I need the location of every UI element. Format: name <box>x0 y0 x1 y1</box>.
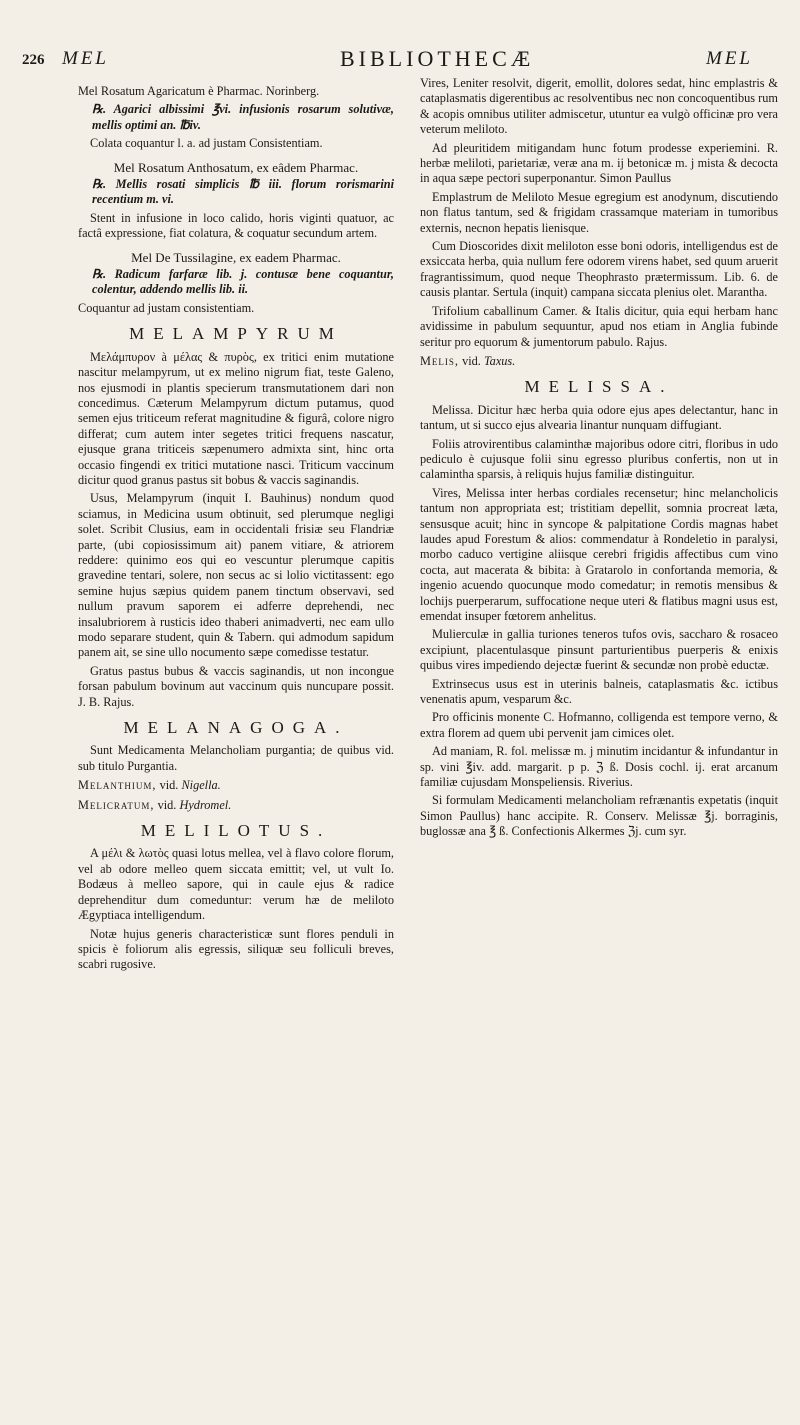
paragraph: Cum Dioscorides dixit meliloton esse boni odoris, intelligendus est de exsiccata herba, quia nullum fere odorem virens habet, sed quum aruerit fragrantissimum, quod neque Theophrasto prætermissum. Lib. 6. de causis plantar. Sertula (inquit) campana siccata plenius olet. Marantha. <box>420 239 778 300</box>
entry-heading-melissa: MELISSA. <box>524 377 674 397</box>
left-column <box>78 84 394 976</box>
running-head-left-word: MEL <box>62 48 109 69</box>
xref-headword: Melanthium, <box>78 778 157 793</box>
page-number: 226 <box>22 52 45 68</box>
recipe-line: ℞. Mellis rosati simplicis ℔ iii. florum rorismarini recentium m. vi. <box>92 177 394 207</box>
xref-headword: Melis, <box>420 353 460 368</box>
paragraph: Mulierculæ in gallia turiones teneros tufos ovis, saccharo & rosaceo excipiunt, placentulasque pinsunt parturientibus puerperis & enixis quibus vires impediendo dejectæ fuerint & secundæ non probè eductæ. <box>420 627 778 673</box>
paragraph: Colata coquantur l. a. ad justam Consistentiam. <box>90 136 323 151</box>
xref-target: Hydromel. <box>179 797 232 812</box>
entry-heading-melilotus: MELILOTUS. <box>140 821 332 841</box>
running-head-right-word: MEL <box>706 48 753 69</box>
paragraph: Stent in infusione in loco calido, horis viginti quatuor, ac factâ expressione, fiat colatura, & coquatur secundum artem. <box>78 210 394 241</box>
xref-headword: Melicratum, <box>78 797 155 812</box>
xref-vid: vid. <box>159 778 179 793</box>
paragraph: Notæ hujus generis characteristicæ sunt flores penduli in spicis è foliorum alis egressis, siliquæ seu folliculi breves, scabri rugosive. <box>78 926 394 972</box>
cross-reference-melis <box>420 354 778 369</box>
paragraph: Gratus pastus bubus & vaccis saginandis, ut non incongue forsan pabulum bovinum aut vaccinum quis nuncupare possit. J. B. Rajus. <box>78 663 394 709</box>
paragraph: Sunt Medicamenta Melancholiam purgantia; de quibus vid. sub titulo Purgantia. <box>78 743 394 773</box>
recipe-line: ℞. Agarici albissimi ℥vi. infusionis rosarum solutivæ, mellis optimi an. ℔iv. <box>92 102 394 132</box>
paragraph: Vires, Leniter resolvit, digerit, emollit, dolores sedat, hinc emplastris & cataplasmatis digerentibus ac resolventibus nec non concoquentibus rum & acopis omnibus utiliter admiscetur, utuntur ea vulgò officinæ pro vera veterum meliloto. <box>420 76 778 137</box>
recipe-line: ℞. Radicum farfaræ lib. j. contusæ bene coquantur, colentur, addendo mellis lib. ii. <box>92 267 394 297</box>
xref-vid: vid. <box>462 353 481 368</box>
paragraph: Emplastrum de Meliloto Mesue egregium est anodynum, discutiendo non flatus tantum, sed & frigidam crassamque materiam in tumoribus externis, necnon hepatis lienisque. <box>420 189 778 235</box>
subheading: Mel Rosatum Anthosatum, ex eâdem Pharmac. <box>113 159 359 175</box>
cross-reference-melicratum <box>78 798 394 813</box>
entry-heading-melanagoga: MELANAGOGA. <box>123 718 349 738</box>
paragraph: Pro officinis monente C. Hofmanno, colligenda est tempore verno, & extra florem ad quem ubi pervenit jam cimices olet. <box>420 710 778 740</box>
running-head <box>0 44 800 76</box>
running-head-title: BIBLIOTHECÆ <box>340 46 535 71</box>
paragraph: Extrinsecus usus est in uterinis balneis, cataplasmatis &c. ictibus venenatis apum, vesparum &c. <box>420 676 778 707</box>
paragraph: Trifolium caballinum Camer. & Italis dicitur, quia equi herbam hanc avidissime in pabulum sequuntur, apud nos etiam in Anglia fubinde seritur pro equorum & jumentorum pabulo. Rajus. <box>420 303 778 349</box>
paragraph: Foliis atrovirentibus calaminthæ majoribus odore citri, floribus in udo pediculo è cujusque folii sinu egresso pluribus confertis, non ut in calamintha sparsis, à reliquis hujus familiæ distinguitur. <box>420 436 778 482</box>
xref-vid: vid. <box>157 797 177 812</box>
paragraph: Μελάμπυρον à μέλας & πυρὸς, ex tritici enim mutatione nascitur melampyrum, ut ex melino nigrum fiat, teste Galeno, nos ejusmodi in plantis specierum transmutationem dari non concedimus. Cæterum Melampyrum dictum putamus, quod semen ejus triticeum referat magnitudine & figurâ, colore nigro differat; cum autem inter segetes tritici frequens nascatur, ejusque grana triticeis sæpenumero admixta sint, hinc orta occasio fingendi ex tritici mutatione nasci. Triticum vaccinum dicitur quod granus pastus sit bobus & vaccis saginandis. <box>78 349 394 487</box>
paragraph: Ad maniam, R. fol. melissæ m. j minutim incidantur & infundantur in sp. vini ℥iv. add. margarit. p p. ℨ ß. Dosis cochl. ij. erat arcanum familiæ cujusdam Monspeliensis. Riverius. <box>420 744 778 790</box>
paragraph: Coquantur ad justam consistentiam. <box>78 300 255 315</box>
paragraph: Si formulam Medicamenti melancholiam refrænantis expetatis (inquit Simon Paullus) hanc accipite. R. Conserv. Melissæ ℥j. borraginis, buglossæ ana ℥ ß. Confectionis Alkermes ℨj. cum syr. <box>420 793 778 839</box>
paragraph: Melissa. Dicitur hæc herba quia odore ejus apes delectantur, hanc in tantum, ut si succo ejus alvearia linantur nunquam diffugiant. <box>420 402 778 433</box>
paragraph: Usus, Melampyrum (inquit I. Bauhinus) nondum quod sciamus, in Medicina usum obtinuit, sed plerumque negligi solet. Scribit Clusius, eam in occidentali frisiæ seu Flandriæ parte, (ubi copiosissimum ait) panem vitiare, & atriorem reddere: quinimo eos qui eo vescuntur plerumque capitis gravedine tentari, solere, non secus ac si lolio victitassent: ego semine hujus sæpius quidem panem tinctum observavi, sed nullum pravum saporem ei adferre deprehendi, nec insalubriorem à rusticis ideo thaberi animadverti, nec eam ullo modo separare student, quin & Tabern. qui admodum sapidum panem ait, se sine ullo nocumento sæpe comedisse testatur. <box>78 491 394 660</box>
cross-reference-melanthium <box>78 778 394 793</box>
right-column <box>420 76 778 843</box>
paragraph: A μέλι & λωτὸς quasi lotus mellea, vel à flavo colore florum, vel ab odore melleo quem siccata emittit; vel, ut vult Io. Bodæus à melleo sapore, qui in caule ejus & radice deprehenditur dum comeduntur: verum hæ de meliloto Ægyptiaca intelligendum. <box>78 846 394 923</box>
paragraph: Mel Rosatum Agaricatum è Pharmac. Norinberg. <box>78 84 320 98</box>
xref-target: Nigella. <box>181 778 221 793</box>
entry-heading-melampyrum: MELAMPYRUM <box>129 324 343 344</box>
paragraph: Vires, Melissa inter herbas cordiales recensetur; hinc melancholicis tantum non appropriata est; tristitiam depellit, somnia procreat læta, sensusque acuit; hinc in syncope & palpitatione Cordis magnas habet laudes apud Forestum & alios: commendatur à Rondeletio in paralysi, morbo caduco vertigine aliisque cerebri frigidis affectibus cum vino cocta, aut macerata & bibita: à Gratarolo in confortanda memoria, & ingenio acuendo quocunque modo comedatur; in remotis mensibus & lochijs puerperarum, suffocatione neque uteri & flatibus magni usus est, emendat insuper fœtorem anhelitus. <box>420 485 778 623</box>
paragraph: Ad pleuritidem mitigandam hunc fotum prodesse experiemini. R. herbæ meliloti, parietariæ, veræ ana m. ij betonicæ m. j mista & decocta in aqua sæpe pectori superponantur. Simon Paullus <box>420 140 778 186</box>
subheading: Mel De Tussilagine, ex eadem Pharmac. <box>131 249 341 265</box>
xref-target: Taxus. <box>483 353 516 368</box>
